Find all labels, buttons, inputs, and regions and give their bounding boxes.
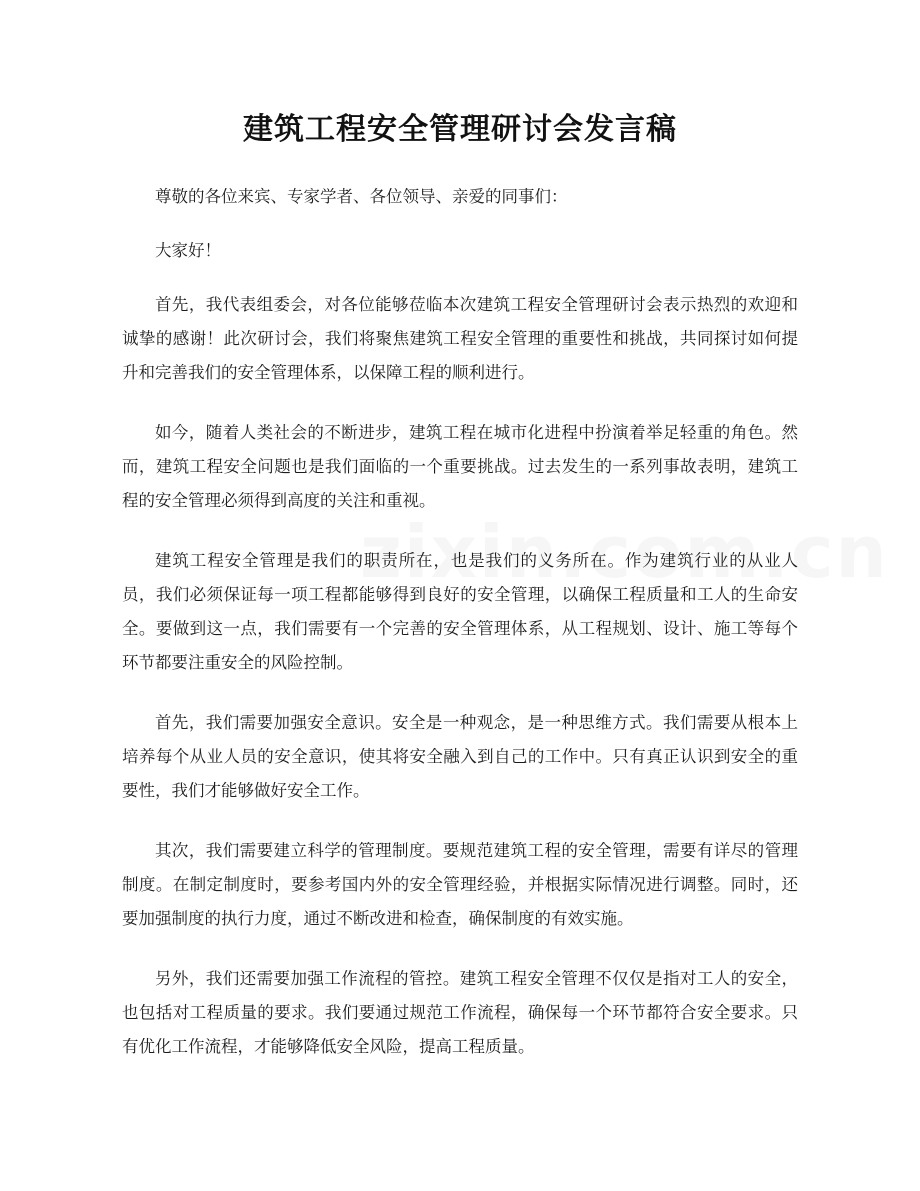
body-paragraph-background: 如今，随着人类社会的不断进步，建筑工程在城市化进程中扮演着举足轻重的角色。然而，建筑工程安全问题也是我们面临的一个重要挑战。过去发生的一系列事故表明，建筑工程的安全管理必须得到高度的关注和重视。 [122, 423, 798, 510]
body-paragraph-welcome: 首先，我代表组委会，对各位能够莅临本次建筑工程安全管理研讨会表示热烈的欢迎和诚挚的感谢！此次研讨会，我们将聚焦建筑工程安全管理的重要性和挑战，共同探讨如何提升和完善我们的安全管理体系，以保障工程的顺利进行。 [122, 295, 798, 382]
salutation-paragraph: 尊敬的各位来宾、专家学者、各位领导、亲爱的同事们： [155, 187, 568, 206]
body-paragraph-system: 其次，我们需要建立科学的管理制度。要规范建筑工程的安全管理，需要有详尽的管理制度。在制定制度时，要参考国内外的安全管理经验，并根据实际情况进行调整。同时，还要加强制度的执行力度，通过不断改进和检查，确保制度的有效实施。 [122, 841, 798, 928]
body-paragraph-awareness: 首先，我们需要加强安全意识。安全是一种观念，是一种思维方式。我们需要从根本上培养每个从业人员的安全意识，使其将安全融入到自己的工作中。只有真正认识到安全的重要性，我们才能够做好安全工作。 [122, 713, 798, 800]
document-body [122, 180, 798, 1090]
body-paragraph-process: 另外，我们还需要加强工作流程的管控。建筑工程安全管理不仅仅是指对工人的安全，也包括对工程质量的要求。我们要通过规范工作流程，确保每一个环节都符合安全要求。只有优化工作流程，才能够降低安全风险，提高工程质量。 [122, 969, 798, 1056]
body-paragraph-responsibility: 建筑工程安全管理是我们的职责所在，也是我们的义务所在。作为建筑行业的从业人员，我们必须保证每一项工程都能够得到良好的安全管理，以确保工程质量和工人的生命安全。要做到这一点，我们需要有一个完善的安全管理体系，从工程规划、设计、施工等每个环节都要注重安全的风险控制。 [122, 551, 798, 672]
greeting-paragraph: 大家好！ [155, 241, 221, 260]
document-title: 建筑工程安全管理研讨会发言稿 [243, 112, 677, 147]
